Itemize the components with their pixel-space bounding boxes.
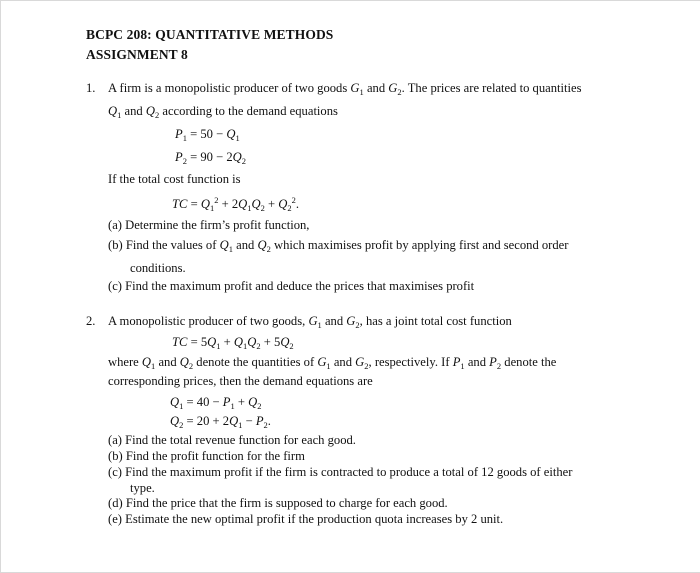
q2-number: 2.	[86, 314, 96, 328]
q2-part-b: (b) Find the profit function for the firm	[108, 449, 305, 463]
q1-part-a: (a) Determine the firm’s profit function,	[108, 218, 310, 232]
q1-part-b-cont: conditions.	[130, 261, 186, 275]
q2-demand-eq1: $Q_1 = 40 - P_1 + Q_2$	[170, 395, 262, 411]
q2-part-c-cont: type.	[130, 481, 155, 495]
q1-intro-line1: A firm is a monopolistic producer of two goods $G_1$ and $G_2$. The prices are related to quantities	[108, 81, 582, 97]
q1-tc-equation: TC = $Q_1^2 + 2Q_1Q_2 + Q_2^2$.	[172, 195, 300, 213]
q1-demand-eq2: $P_2 = 90 - 2Q_2$	[175, 150, 247, 166]
top-border	[0, 0, 700, 1]
q2-part-e: (e) Estimate the new optimal profit if the production quota increases by 2 unit.	[108, 512, 504, 526]
q2-tc-equation: TC = $5Q_1 + Q_1Q_2 + 5Q_2$	[172, 335, 294, 351]
q1-tc-intro: If the total cost function is	[108, 172, 241, 186]
q1-number: 1.	[86, 81, 96, 95]
q2-part-c: (c) Find the maximum profit if the firm is contracted to produce a total of 12 goods of either	[108, 465, 573, 479]
left-border	[0, 0, 1, 573]
q1-part-b: (b) Find the values of $Q_1$ and $Q_2$ which maximises profit by applying first and second order	[108, 238, 569, 254]
q1-demand-eq1: $P_1 = 50 - Q_1$	[175, 127, 240, 143]
q1-part-c: (c) Find the maximum profit and deduce the prices that maximises profit	[108, 279, 475, 293]
q2-part-d: (d) Find the price that the firm is supposed to charge for each good.	[108, 496, 448, 510]
q1-intro-line2: $Q_1$ and $Q_2$ according to the demand equations	[108, 104, 338, 120]
course-title: BCPC 208: QUANTITATIVE METHODS	[86, 27, 334, 42]
q2-intro: A monopolistic producer of two goods, $G_1$ and $G_2$, has a joint total cost function	[108, 314, 512, 330]
q2-demand-eq2: $Q_2 = 20 + 2Q_1 - P_2$.	[170, 414, 271, 430]
q2-corresponding-line: corresponding prices, then the demand equations are	[108, 374, 373, 388]
assignment-title: ASSIGNMENT 8	[86, 47, 188, 62]
q2-part-a: (a) Find the total revenue function for each good.	[108, 433, 356, 447]
q2-where-line: where $Q_1$ and $Q_2$ denote the quantities of $G_1$ and $G_2$, respectively. If $P_1$ and $P_2$ denote the	[108, 355, 557, 371]
